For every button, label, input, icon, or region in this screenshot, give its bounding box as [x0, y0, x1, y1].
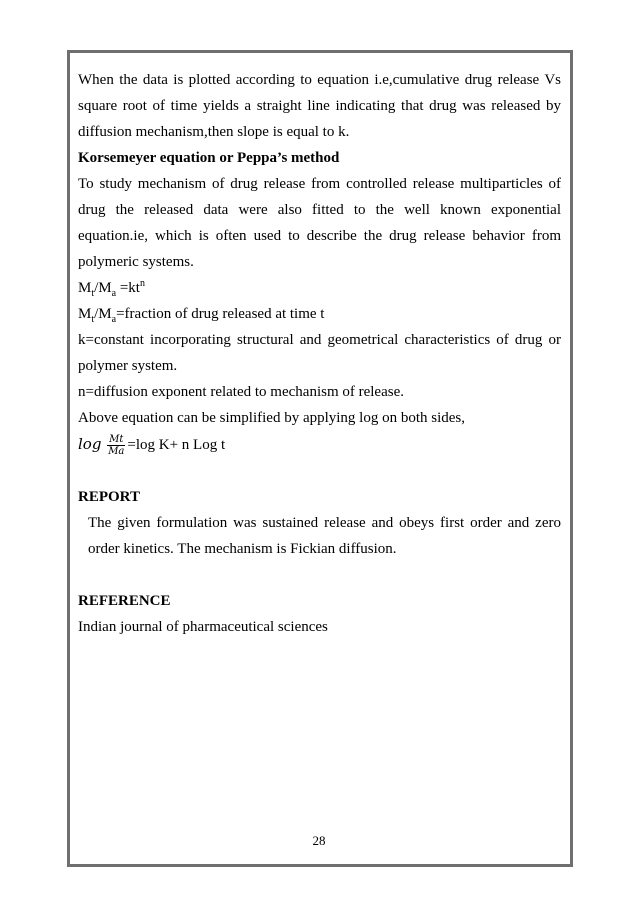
k-definition: k=constant incorporating structural and geometrical characteristics of drug or polymer system. [78, 332, 561, 374]
korsemeyer-heading: Korsemeyer equation or Peppa’s method [78, 150, 340, 166]
report-text: The given formulation was sustained release and obeys first order and zero order kinetics. The mechanism is Fickian diffusion. [88, 515, 561, 557]
simplification-note: Above equation can be simplified by applying log on both sides, [78, 410, 466, 426]
mechanism-paragraph: To study mechanism of drug release from controlled release multiparticles of drug the released data were also fitted to the well known exponential equation.ie, which is often used to describe the drug release behavior from polymeric systems. [78, 176, 561, 270]
mt-ma-fraction: $\frac{Mt}{Ma}$ [108, 434, 125, 458]
reference-text: Indian journal of pharmaceutical sciences [78, 619, 328, 635]
page-number: 28 [312, 833, 326, 848]
diffusion-paragraph: When the data is plotted according to equation i.e,cumulative drug release Vs square root of time yields a straight line indicating that drug was released by diffusion mechanism,then slope is equal to k. [78, 72, 561, 140]
report-heading: REPORT [78, 489, 140, 505]
log-equation: log $\frac{Mt}{Ma}$ =log K+ n Log t [78, 434, 226, 458]
n-definition: n=diffusion exponent related to mechanism of release. [78, 384, 404, 400]
page-content [78, 67, 561, 640]
power-law-equation: $M_t/M_a =kt^n$ [78, 278, 145, 299]
fraction-definition: $M_t/M_a=fraction$ of drug released at time t [78, 306, 325, 325]
reference-heading: REFERENCE [78, 593, 171, 609]
